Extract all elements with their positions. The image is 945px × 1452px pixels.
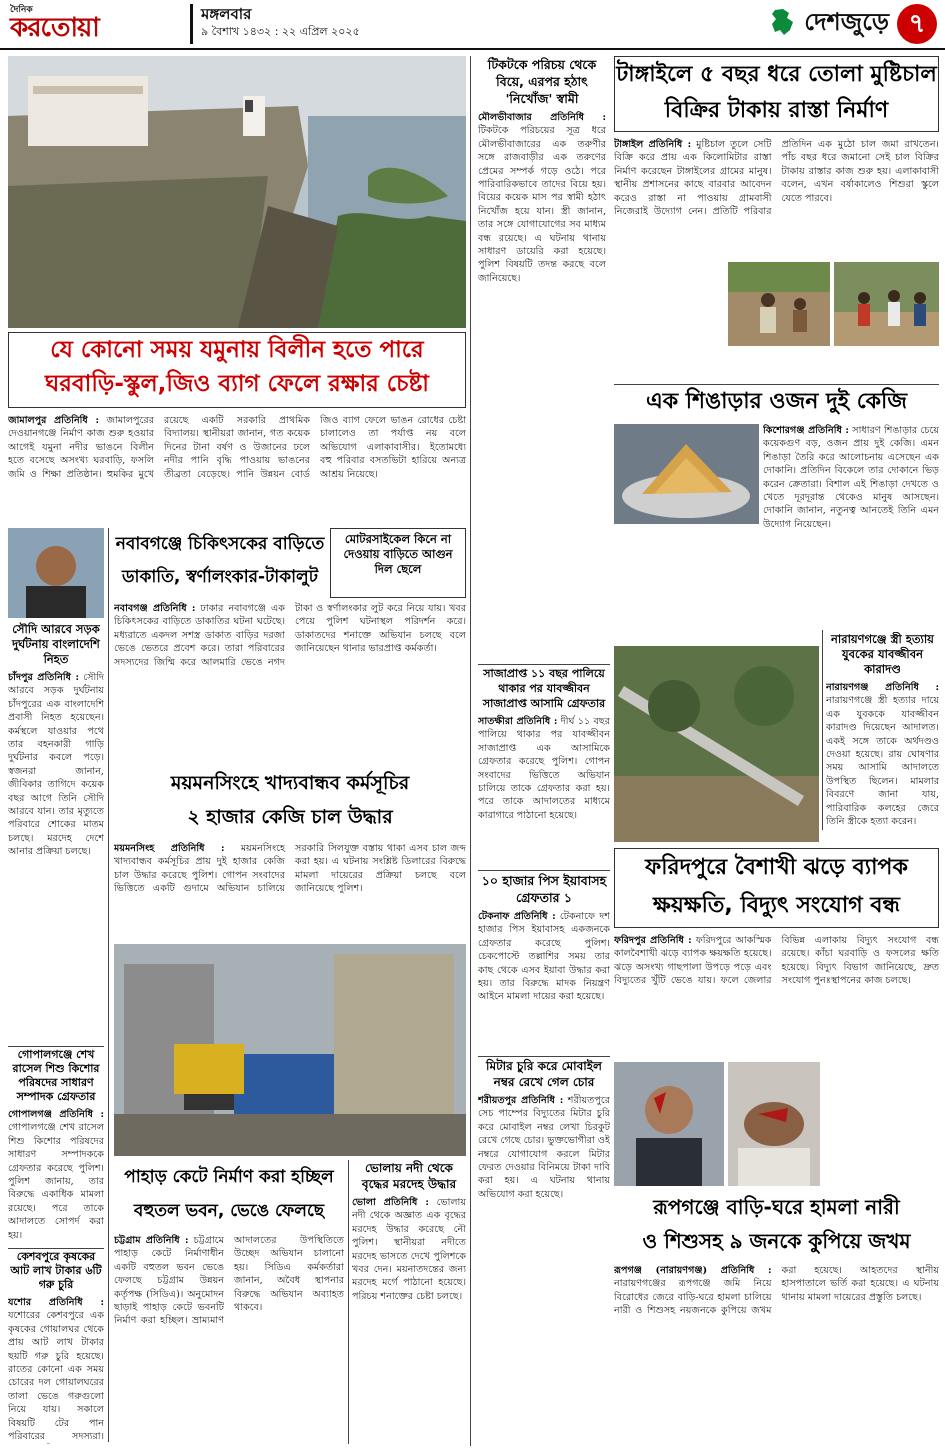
story-nawabganj-body bbox=[114, 602, 466, 762]
logo-name: করতোয়া bbox=[10, 13, 99, 43]
saudi-headline: সৌদি আরবে সড়ক দুর্ঘটনায় বাংলাদেশি নিহত bbox=[12, 622, 100, 666]
divider-narayanganj bbox=[822, 630, 823, 830]
column-divider bbox=[470, 56, 471, 1446]
mymensingh-headline-line1: ময়মনসিংহে খাদ্যবান্ধব কর্মসূচির bbox=[170, 772, 410, 794]
rupganj-injured-photo-1 bbox=[614, 1062, 724, 1186]
bhola-byline: ভোলা প্রতিনিধি : bbox=[352, 1197, 429, 1208]
hillcut-body-text: চট্টগ্রামে পাহাড় কেটে নির্মাণাধীন একটি বহুতল ভবন ভেঙে ফেলছে চট্টগ্রাম উন্নয়ন কর্তৃপক্ষ (সিডিএ)। অনুমোদন ছাড়াই পাহাড় কেটে ভবনটি নির্মাণ করা হচ্ছিল। ভ্রাম্যমাণ আদালতের উপস্থিতিতে উচ্ছেদ অভিযান চালানো হয়। সিডিএ কর্মকর্তারা জানান, অবৈধ স্থাপনার বিরুদ্ধে অভিযান অব্যাহত থাকবে। bbox=[114, 1235, 344, 1327]
injured-patient-illustration bbox=[728, 1062, 820, 1186]
saudi-victim-photo bbox=[8, 528, 104, 618]
story-tangail-headline bbox=[614, 56, 939, 132]
tangail-road-photo-1 bbox=[728, 262, 830, 346]
narayanganj-life-headline: নারায়ণগঞ্জে স্ত্রী হত্যায় যুবকের যাবজ্জীবন কারাদণ্ড bbox=[831, 632, 934, 676]
river-erosion-illustration bbox=[8, 56, 466, 328]
hillcut-headline-line1: পাহাড় কেটে নির্মাণ করা হচ্ছিল bbox=[124, 1167, 334, 1187]
saudi-byline: চাঁদপুর প্রতিনিধি : bbox=[8, 672, 80, 683]
jamuna-body-text: জামালপুরের দেওয়ানগঞ্জে নির্মাণ কাজ শুরু হওয়ার আগেই যমুনা নদীর ভাঙনে বিলীন হতে বসেছে অসংখ্য ঘরবাড়ি, ফসলি জমি ও শিক্ষা প্রতিষ্ঠান। হুমকির মুখে রয়েছে একটি সরকারি প্রাথমিক বিদ্যালয়। স্থানীয়রা জানান, গত কয়েক দিনের টানা বর্ষণ ও উজানের ঢলে নদীর পানি বৃদ্ধি পাওয়ায় ভাঙনের তীব্রতা বেড়েছে। পানি উন্নয়ন বোর্ড জিও ব্যাগ ফেলে ভাঙন রোধের চেষ্টা চালালেও তা পর্যাপ্ত নয় বলে অভিযোগ এলাকাবাসীর। ইতোমধ্যে বহু পরিবার বসতভিটা হারিয়ে অন্যত্র আশ্রয় নিয়েছে। bbox=[8, 415, 466, 480]
story-shingara-headline bbox=[614, 386, 939, 420]
divider-gopalganj bbox=[8, 1046, 104, 1047]
mymensingh-byline: ময়মনসিংহ প্রতিনিধি : bbox=[114, 843, 225, 854]
story-meter bbox=[478, 1058, 610, 1442]
rupganj-injured-photo-2 bbox=[728, 1062, 820, 1186]
storm-damage-photo-1 bbox=[614, 646, 819, 842]
gopalganj-headline: গোপালগঞ্জে শেখ রাসেল শিশু কিশোর পরিষদের সাধারণ সম্পাদক গ্রেফতার bbox=[12, 1048, 100, 1103]
portrait-illustration bbox=[8, 528, 104, 618]
fallen-pole-illustration bbox=[614, 646, 819, 842]
river-erosion-photo bbox=[8, 56, 466, 328]
road-workers-illustration bbox=[728, 262, 830, 346]
rupganj-body-text: নারায়ণগঞ্জের রূপগঞ্জে জমি নিয়ে বিরোধের জেরে বাড়ি-ঘরে হামলা চালিয়ে নারী ও শিশুসহ নয়জনকে কুপিয়ে জখম করা হয়েছে। আহতদের স্থানীয় হাসপাতালে ভর্তি করা হয়েছে। এ ঘটনায় থানায় মামলা দায়েরের প্রস্তুতি চলছে। bbox=[614, 1265, 939, 1317]
story-tangail-body bbox=[614, 138, 939, 258]
nawabganj-body-text: ঢাকার নবাবগঞ্জে এক চিকিৎসকের বাড়িতে ডাকাতির ঘটনা ঘটেছে। মধ্যরাতে একদল সশস্ত্র ডাকাত বাড়ির দরজা ভেঙে ভেতরে প্রবেশ করে। তারা পরিবারের সদস্যদের জিম্মি করে আলমারি ভেঙে নগদ টাকা ও স্বর্ণালংকার লুট করে নিয়ে যায়। খবর পেয়ে পুলিশ ঘটনাস্থল পরিদর্শন করে। ডাকাতদের শনাক্তে অভিযান চলছে বলে জানিয়েছেন থানার ভারপ্রাপ্ত কর্মকর্তা। bbox=[114, 603, 466, 668]
tiktok-headline: টিকটকে পরিচয় থেকে বিয়ে, এরপর হঠাৎ 'নিখোঁজ' স্বামী bbox=[487, 57, 597, 106]
story-nangalkot bbox=[826, 1058, 939, 1060]
demolition-photo bbox=[114, 944, 466, 1156]
shingara-byline: কিশোরগঞ্জ প্রতিনিধি : bbox=[763, 425, 849, 436]
story-sajapara bbox=[478, 666, 610, 866]
story-yaba bbox=[478, 872, 610, 1052]
yaba-body-text: টেকনাফে দশ হাজার পিস ইয়াবাসহ একজনকে গ্রেফতার করেছে পুলিশ। চেকপোস্টে তল্লাশির সময় তার কাছ থেকে এসব ইয়াবা উদ্ধার করা হয়। তার বিরুদ্ধে মাদক নিয়ন্ত্রণ আইনে মামলা দায়ের করা হয়েছে। bbox=[478, 911, 610, 1003]
story-mymensingh-body bbox=[114, 842, 466, 940]
masthead bbox=[0, 0, 945, 50]
story-bhola bbox=[352, 1160, 466, 1444]
jamuna-byline: জামালপুর প্রতিনিধি : bbox=[8, 415, 100, 426]
bangladesh-map-icon bbox=[769, 8, 795, 36]
nawabganj-headline-line1: নবাবগঞ্জে চিকিৎসকের বাড়িতে bbox=[115, 534, 325, 554]
story-rupganj-headline bbox=[614, 1190, 939, 1260]
story-faridpur-headline bbox=[614, 848, 939, 928]
keshabpur-body-text: যশোরের কেশবপুরে এক কৃষকের গোয়ালঘর থেকে প্রায় আট লাখ টাকার ছয়টি গরু চুরি হয়েছে। রাতের কোনো এক সময় চোরের দল গোয়ালঘরের তালা ভেঙে গরুগুলো নিয়ে যায়। সকালে বিষয়টি টের পান পরিবারের সদস্যরা। bbox=[8, 1310, 104, 1443]
tiktok-byline: মৌলভীবাজার প্রতিনিধি : bbox=[478, 112, 606, 123]
faridpur-headline-line2: ক্ষয়ক্ষতি, বিদ্যুৎ সংযোগ বন্ধ bbox=[653, 893, 900, 918]
story-jamuna-body bbox=[8, 414, 466, 522]
gopalganj-byline: গোপালগঞ্জ প্রতিনিধি : bbox=[8, 1109, 104, 1120]
story-keshabpur bbox=[8, 1250, 104, 1444]
shingara-illustration bbox=[614, 424, 759, 524]
shingara-photo bbox=[614, 424, 759, 524]
hillcut-headline-line2: বহুতল ভবন, ভেঙে ফেলছে bbox=[133, 1201, 325, 1221]
story-tiktok bbox=[478, 56, 606, 656]
shingara-body-text: সাধারণ শিঙাড়ার চেয়ে কয়েকগুণ বড়, ওজন প্রায় দুই কেজি। এমন শিঙাড়া তৈরি করে আলোচনায় এসেছেন এক দোকানি। প্রতিদিন বিকেলে তার দোকানে ভিড় করেন ক্রেতারা। বিশাল এই শিঙাড়া দেখতে ও খেতে দূরদূরান্ত থেকেও মানুষ আসছেন। দোকানি জানান, নতুনত্ব আনতেই তিনি এমন উদ্যোগ নিয়েছেন। bbox=[763, 425, 939, 530]
logo-small-text: দৈনিক bbox=[10, 5, 33, 15]
tangail-body-text: মুষ্টিচাল তুলে সেটি বিক্রি করে প্রায় এক কিলোমিটার রাস্তা নির্মাণ করেছেন টাঙ্গাইলের গ্রামের মানুষ। স্থানীয় প্রশাসনের কাছে বারবার আবেদন করেও রাস্তা না পাওয়ায় গ্রামবাসী নিজেরাই উদ্যোগ নেন। প্রতিটি পরিবার প্রতিদিন এক মুঠো চাল জমা রাখতেন। পাঁচ বছর ধরে জমানো সেই চাল বিক্রির টাকায় রাস্তার কাজ শুরু হয়। এলাকাবাসী বলেন, এখন বর্ষাকালেও শিশুরা স্কুলে যেতে পারবে। bbox=[614, 139, 939, 218]
bhola-headline: ভোলায় নদী থেকে বৃদ্ধের মরদেহ উদ্ধার bbox=[361, 1161, 457, 1191]
narayanganj-life-byline: নারায়ণগঞ্জ প্রতিনিধি : bbox=[826, 682, 939, 693]
meter-body-text: শরীয়তপুরে সেচ পাম্পের বিদ্যুতের মিটার চুরি করে মোবাইল নম্বর লেখা চিরকুট রেখে গেছে চোর। ভুক্তভোগীরা ওই নম্বরে যোগাযোগ করলে মিটার ফেরত দেওয়ার বিনিময়ে টাকা দাবি করা হয়। এ ঘটনায় থানায় অভিযোগ করা হয়েছে। bbox=[478, 1095, 610, 1200]
divider-meter bbox=[478, 1056, 610, 1057]
tangail-headline-line1: টাঙ্গাইলে ৫ বছর ধরে তোলা মুষ্টিচাল bbox=[616, 62, 937, 87]
story-nawabganj-headline bbox=[114, 528, 326, 598]
story-narayanganj-life bbox=[826, 632, 939, 842]
page-number-badge: ৭ bbox=[897, 4, 937, 44]
rupganj-byline: রূপগঞ্জ (নারায়ণগঞ্জ) প্রতিনিধি : bbox=[614, 1265, 772, 1276]
rupganj-headline-line2: ও শিশুসহ ৯ জনকে কুপিয়ে জখম bbox=[642, 1229, 911, 1253]
story-jamuna-headline bbox=[8, 332, 466, 408]
divider-keshabpur bbox=[8, 1248, 104, 1249]
jamuna-headline-line1: যে কোনো সময় যমুনায় বিলীন হতে পারে bbox=[50, 337, 424, 363]
divider-shingara bbox=[614, 384, 939, 385]
issue-date: ৯ বৈশাখ ১৪৩২ : ২২ এপ্রিল ২০২৫ bbox=[201, 25, 360, 38]
left-column-divider bbox=[108, 528, 109, 1442]
nawabganj-byline: নবাবগঞ্জ প্রতিনিধি : bbox=[114, 603, 196, 614]
demolition-illustration bbox=[114, 944, 466, 1156]
nawabganj-headline-line2: ডাকাতি, স্বর্ণালংকার-টাকালুট bbox=[122, 567, 318, 587]
issue-date-block bbox=[190, 4, 360, 44]
motorcycle-headline: মোটরসাইকেল কিনে না দেওয়ায় বাড়িতে আগুন দিল ছেলে bbox=[343, 532, 453, 576]
tangail-road-photo-2 bbox=[834, 262, 939, 346]
mymensingh-headline-line2: ২ হাজার কেজি চাল উদ্ধার bbox=[187, 806, 393, 828]
story-motorcycle bbox=[330, 528, 466, 598]
sajapara-headline: সাজাপ্রাপ্ত ১১ বছর পালিয়ে থাকার পর যাবজ্জীবন সাজাপ্রাপ্ত আসামি গ্রেফতার bbox=[482, 667, 606, 710]
sajapara-body-text: দীর্ঘ ১১ বছর পালিয়ে থাকার পর যাবজ্জীবন সাজাপ্রাপ্ত এক আসামিকে গ্রেফতার করেছে পুলিশ। গোপন সংবাদের ভিত্তিতে অভিযান চালিয়ে তাকে গ্রেফতার করা হয়। পরে তাকে আদালতের মাধ্যমে কারাগারে পাঠানো হয়েছে। bbox=[478, 716, 610, 821]
story-faridpur-body bbox=[614, 934, 939, 1054]
faridpur-body-text: ফরিদপুরে আকস্মিক কালবৈশাখী ঝড়ে ব্যাপক ক্ষয়ক্ষতি হয়েছে। ঝড়ে অসংখ্য গাছপালা উপড়ে পড়ে এবং বিদ্যুতের খুঁটি ভেঙে যায়। ফলে জেলার বিভিন্ন এলাকায় বিদ্যুৎ সংযোগ বন্ধ রয়েছে। কাঁচা ঘরবাড়ি ও ফসলের ক্ষতি হয়েছে। বিদ্যুৎ বিভাগ জানিয়েছে, দ্রুত সংযোগ পুনঃস্থাপনের কাজ চলছে। bbox=[614, 935, 939, 987]
story-rupganj-body bbox=[614, 1264, 939, 1444]
meter-headline: মিটার চুরি করে মোবাইল নম্বর রেখে গেল চোর bbox=[486, 1059, 602, 1089]
newspaper-logo bbox=[6, 2, 186, 46]
gopalganj-body-text: গোপালগঞ্জে শেখ রাসেল শিশু কিশোর পরিষদের সাধারণ সম্পাদককে গ্রেফতার করেছে পুলিশ। পুলিশ জানায়, তার বিরুদ্ধে একাধিক মামলা রয়েছে। পরে তাকে আদালতে সোপর্দ করা হয়। bbox=[8, 1122, 104, 1241]
faridpur-byline: ফরিদপুর প্রতিনিধি : bbox=[614, 935, 692, 946]
mymensingh-body-text: ময়মনসিংহে খাদ্যবান্ধব কর্মসূচির প্রায় দুই হাজার কেজি চাল উদ্ধার করেছে পুলিশ। গোপন সংবাদের ভিত্তিতে একটি গুদামে অভিযান চালিয়ে সরকারি সিলযুক্ত বস্তায় থাকা এসব চাল জব্দ করা হয়। এ ঘটনায় সংশ্লিষ্ট ডিলারের বিরুদ্ধে মামলা দায়েরের প্রক্রিয়া চলছে বলে জানিয়েছে পুলিশ। bbox=[114, 843, 466, 895]
divider-yaba bbox=[478, 870, 610, 871]
story-hillcut-headline bbox=[114, 1160, 344, 1230]
injured-person-illustration bbox=[614, 1062, 724, 1186]
hillcut-byline: চট্টগ্রাম প্রতিনিধি : bbox=[114, 1235, 189, 1246]
yaba-byline: টেকনাফ প্রতিনিধি : bbox=[478, 911, 556, 922]
sajapara-byline: সাতক্ষীরা প্রতিনিধি : bbox=[478, 716, 558, 727]
story-gopalganj bbox=[8, 1048, 104, 1244]
keshabpur-byline: যশোর প্রতিনিধি : bbox=[8, 1297, 104, 1308]
bhola-body-text: ভোলায় নদী থেকে অজ্ঞাত এক বৃদ্ধের মরদেহ উদ্ধার করেছে নৌ পুলিশ। স্থানীয়রা নদীতে মরদেহ ভাসতে দেখে পুলিশকে খবর দেন। ময়নাতদন্তের জন্য মরদেহ মর্গে পাঠানো হয়েছে। পরিচয় শনাক্তের চেষ্টা চলছে। bbox=[352, 1197, 466, 1302]
weekday: মঙ্গলবার bbox=[201, 5, 252, 23]
story-hillcut-body bbox=[114, 1234, 344, 1444]
tangail-headline-line2: বিক্রির টাকায় রাস্তা নির্মাণ bbox=[664, 98, 889, 123]
keshabpur-headline: কেশবপুরে কৃষকের আট লাখ টাকার ৬টি গরু চুরি bbox=[10, 1250, 102, 1291]
story-mymensingh-headline bbox=[114, 766, 466, 838]
villagers-illustration bbox=[834, 262, 939, 346]
rupganj-headline-line1: রূপগঞ্জে বাড়ি-ঘরে হামলা নারী bbox=[653, 1195, 900, 1219]
section-title: দেশজুড়ে bbox=[804, 8, 889, 36]
yaba-headline: ১০ হাজার পিস ইয়াবাসহ গ্রেফতার ১ bbox=[481, 873, 607, 905]
jamuna-headline-line2: ঘরবাড়ি-স্কুল,জিও ব্যাগ ফেলে রক্ষার চেষ্টা bbox=[45, 371, 429, 397]
meter-byline: শরীয়তপুর প্রতিনিধি : bbox=[478, 1095, 564, 1106]
narayanganj-life-body-text: নারায়ণগঞ্জে স্ত্রী হত্যার দায়ে এক যুবককে যাবজ্জীবন কারাদণ্ড দিয়েছেন আদালত। একই সঙ্গে তাকে অর্থদণ্ডও দেওয়া হয়েছে। রায় ঘোষণার সময় আসামি আদালতে উপস্থিত ছিলেন। মামলার বিবরণে জানা যায়, পারিবারিক কলহের জেরে তিনি স্ত্রীকে হত্যা করেন। bbox=[826, 695, 939, 828]
tangail-byline: টাঙ্গাইল প্রতিনিধি : bbox=[614, 139, 692, 150]
story-shingara-body bbox=[763, 424, 939, 624]
saudi-body-text: সৌদি আরবে সড়ক দুর্ঘটনায় চাঁদপুরের এক বাংলাদেশি প্রবাসী নিহত হয়েছেন। কর্মস্থলে যাওয়ার পথে তার বহনকারী গাড়ি দুর্ঘটনার কবলে পড়ে। স্বজনরা জানান, জীবিকার তাগিদে কয়েক বছর আগে তিনি সৌদি আরবে যান। তার মৃত্যুতে পরিবারে শোকের মাতম চলছে। মরদেহ দেশে আনার প্রক্রিয়া চলছে। bbox=[8, 672, 104, 858]
divider-sajapara bbox=[478, 664, 610, 665]
tiktok-body-text: টিকটকে পরিচয়ের সূত্র ধরে মৌলভীবাজারের এক তরুণীর সঙ্গে রাজবাড়ীর এক তরুণের প্রেমের সম্পর্ক গড়ে ওঠে। পরে পারিবারিকভাবে তাদের বিয়ে হয়। বিয়ের কয়েক মাস পর স্বামী হঠাৎ নিখোঁজ হয়ে যান। স্ত্রী জানান, তার সঙ্গে যোগাযোগের সব মাধ্যম বন্ধ রয়েছে। এ ঘটনায় থানায় সাধারণ ডায়েরি করা হয়েছে। পুলিশ বিষয়টি তদন্ত করছে বলে জানিয়েছে। bbox=[478, 125, 606, 284]
shingara-headline: এক শিঙাড়ার ওজন দুই কেজি bbox=[645, 389, 908, 414]
faridpur-headline-line1: ফরিদপুরে বৈশাখী ঝড়ে ব্যাপক bbox=[645, 855, 908, 880]
divider-bhola bbox=[348, 1160, 349, 1444]
story-saudi bbox=[8, 622, 104, 1042]
